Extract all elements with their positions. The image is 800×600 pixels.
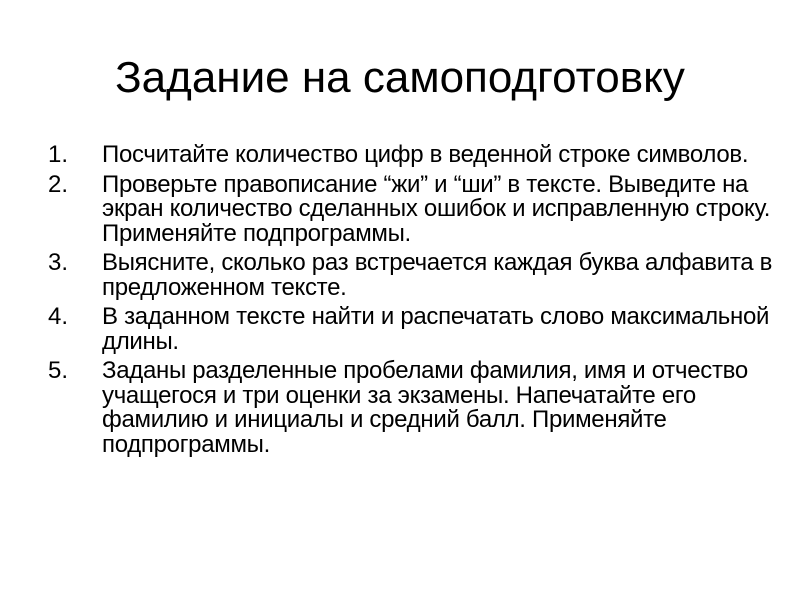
task-number: 5. (48, 357, 69, 384)
task-number: 3. (48, 249, 69, 276)
task-text: Выясните, сколько раз встречается каждая буква алфавита в предложенном тексте. (102, 249, 773, 301)
task-item-1 (40, 143, 780, 168)
task-text: Заданы разделенные пробелами фамилия, имя и отчество учащегося и три оценки за экзамены. Напечатайте его фамилию и инициалы и средний балл. Применяйте подпрограммы. (102, 357, 748, 458)
task-text: В заданном тексте найти и распечатать слово максимальной длины. (102, 303, 770, 355)
task-list (40, 143, 780, 462)
task-number: 4. (48, 303, 69, 330)
task-number: 1. (48, 141, 69, 168)
task-text: Проверьте правописание “жи” и “ши” в тексте. Выведите на экран количество сделанных ошибок и исправленную строку. Применяйте подпрограммы. (102, 170, 771, 247)
task-item-5 (40, 359, 780, 457)
task-item-2 (40, 170, 780, 247)
task-text: Посчитайте количество цифр в веденной строке символов. (102, 141, 749, 168)
task-item-3 (40, 251, 780, 300)
task-item-4 (40, 305, 780, 354)
slide-title: Задание на самоподготовку (115, 53, 685, 102)
task-number: 2. (48, 170, 69, 198)
